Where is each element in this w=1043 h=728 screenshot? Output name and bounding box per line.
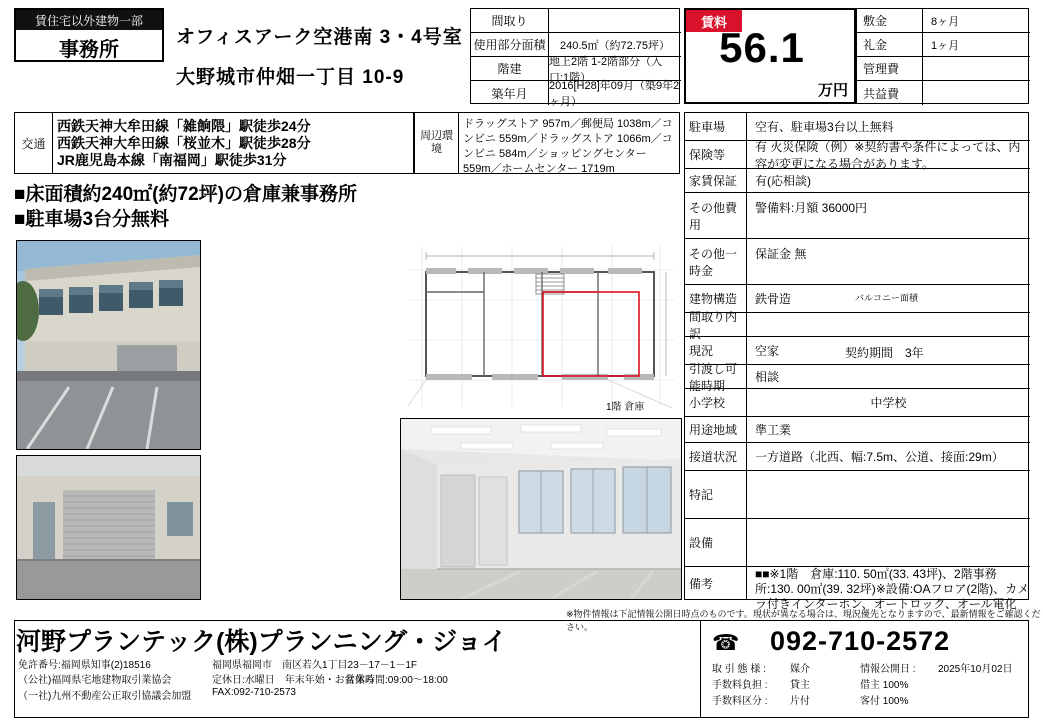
- spec-value: 地上2階 1-2階部分（入口:1階）: [549, 55, 663, 84]
- disclaimer-note: ※物件情報は下記情報公開日時点のものです。現状が異なる場合は、現況優先となりますので、最新情報をご確認ください。: [566, 609, 1041, 632]
- property-title: オフィスアーク空港南 3・4号室: [176, 27, 463, 48]
- highlight-bullets: [14, 182, 464, 232]
- detail-value: 一方道路（北西、幅:7.5m、公道、接面:29m）: [755, 450, 1004, 464]
- highlight-bullet: ■駐車場3台分無料: [14, 209, 170, 230]
- detail-key: 小学校: [685, 389, 747, 416]
- detail-value: 鉄骨造: [755, 292, 792, 306]
- tenant-share: 客付 100%: [860, 696, 909, 707]
- detail-table: [684, 112, 1030, 611]
- fee-payer-value: 貸主: [790, 680, 810, 691]
- photo-exterior-front: [16, 240, 201, 450]
- detail-row: [685, 169, 1030, 193]
- deal-type-key: 取 引 態 様 :: [712, 664, 766, 675]
- spec-value: 240.5㎡（約72.75坪）: [559, 39, 671, 52]
- surroundings-block: [414, 112, 680, 174]
- detail-row: [685, 389, 1030, 417]
- property-type-name: 事務所: [59, 38, 119, 61]
- fee-row: [857, 33, 1030, 57]
- company-hours: 営業時間:09:00～18:00: [345, 675, 448, 686]
- detail-row: [685, 361, 1030, 393]
- company-name: 河野プランテック(株)プランニング・ジョイ: [16, 628, 507, 656]
- landlord-share: 借主 100%: [860, 680, 909, 691]
- detail-value: 有 火災保険（例）※契約書や条件によっては、内容が変更になる場合があります。: [755, 139, 1021, 171]
- detail-key: その他一時金: [685, 239, 747, 284]
- fee-row: [857, 57, 1030, 81]
- spec-value: 2016[H28]年09月（築9年2ヶ月）: [549, 80, 680, 108]
- association-1: （公社)福岡県宅地建物取引業協会: [18, 675, 172, 686]
- photo-interior-office: [400, 418, 682, 600]
- spec-row: [471, 80, 681, 108]
- detail-row: [685, 443, 1030, 471]
- detail-key: 引渡し可能時期: [685, 365, 747, 388]
- access-lines: [57, 118, 311, 169]
- photo-garage-shutter-image: [17, 456, 200, 599]
- contract-period: 契約期間 3年: [845, 346, 924, 360]
- rent-price-block: [684, 8, 856, 104]
- fee-split-value: 片付: [790, 696, 810, 707]
- publish-date-key: 情報公開日 :: [860, 664, 916, 675]
- fee-value: [923, 57, 1030, 80]
- detail-value: 警備料:月額 36000円: [755, 201, 868, 215]
- spec-table: [470, 8, 680, 108]
- detail-value: 準工業: [755, 423, 792, 437]
- highlight-bullet: ■床面積約240㎡(約72坪)の倉庫兼事務所: [14, 184, 357, 205]
- detail-key: 備考: [685, 567, 747, 600]
- detail-key: 家賃保証: [685, 169, 747, 192]
- property-type-category: 賃住宅以外建物一部: [16, 10, 162, 30]
- fee-row: [857, 81, 1030, 105]
- spec-key: 間取り: [471, 9, 549, 32]
- detail-key: 保険等: [685, 141, 747, 168]
- photo-interior-office-image: [401, 419, 681, 599]
- deal-type-value: 媒介: [790, 664, 810, 675]
- phone-icon: ☎: [712, 630, 740, 655]
- access-line: 西鉄天神大牟田線「桜並木」駅徒歩28分: [57, 135, 311, 151]
- rent-amount: 56.1: [719, 24, 805, 71]
- surroundings-label: 周辺環境: [415, 113, 459, 173]
- fee-key: 共益費: [857, 81, 923, 105]
- access-label: 交通: [15, 113, 53, 173]
- detail-value: [747, 519, 1030, 566]
- detail-key: 設備: [685, 519, 747, 566]
- floor-plan-drawing: [402, 240, 680, 412]
- rent-unit: 万円: [817, 82, 848, 99]
- detail-key: 建物構造: [685, 285, 747, 312]
- spec-key: 築年月: [471, 81, 549, 105]
- license-number: 免許番号:福岡県知事(2)18516: [18, 660, 151, 671]
- detail-value: 中学校: [870, 396, 907, 410]
- spec-key: 使用部分面積: [471, 33, 549, 56]
- detail-value: 有(応相談): [755, 174, 811, 188]
- association-2: （一社)九州不動産公正取引協議会加盟: [18, 691, 192, 702]
- fee-split-key: 手数料区分 :: [712, 696, 768, 707]
- detail-key: 駐車場: [685, 113, 747, 140]
- access-line: 西鉄天神大牟田線「雑餉隈」駅徒歩24分: [57, 118, 311, 134]
- detail-row: [685, 309, 1030, 341]
- fee-value: [923, 81, 1030, 105]
- fee-key: 管理費: [857, 57, 923, 80]
- floor-plan: [402, 240, 680, 412]
- fee-value: 1ヶ月: [931, 39, 960, 52]
- detail-row: [685, 141, 1030, 169]
- rent-label: 賃料: [686, 10, 742, 32]
- detail-value: 相談: [755, 370, 780, 384]
- publish-date-value: 2025年10月02日: [938, 664, 1013, 675]
- fee-value: 8ヶ月: [931, 15, 960, 28]
- detail-key: 用途地域: [685, 417, 747, 442]
- floor-plan-label: 1階 倉庫: [606, 402, 645, 413]
- spec-value: [549, 9, 681, 32]
- company-phone: 092-710-2572: [770, 626, 951, 656]
- company-holiday: 定休日:水曜日 年末年始・お盆休み: [212, 675, 375, 686]
- detail-key: 間取り内訳: [685, 313, 747, 336]
- detail-value: [747, 313, 1030, 336]
- detail-value: [747, 471, 1030, 518]
- detail-key: 現況: [685, 337, 747, 364]
- detail-key: その他費用: [685, 193, 747, 238]
- detail-value: ■■※1階 倉庫:110. 50㎡(33. 43坪)、2階事務所:130. 00㎡(39. 32坪)※設備:OAフロア(2階)、カメラ付きインターホン、オートロック、オール電化: [755, 567, 1030, 611]
- access-line: JR鹿児島本線「南福岡」駅徒歩31分: [57, 152, 287, 168]
- detail-value: 空有、駐車場3台以上無料: [755, 120, 894, 134]
- detail-key: 接道状況: [685, 443, 747, 470]
- balcony-area-label: バルコニー面積: [855, 293, 919, 303]
- detail-row: [685, 471, 1030, 519]
- company-address: 福岡県福岡市 南区若久1丁目23－17－1－1F: [212, 660, 418, 671]
- spec-key: 階建: [471, 57, 549, 80]
- fee-payer-key: 手数料負担 :: [712, 680, 768, 691]
- photo-exterior-front-image: [17, 241, 200, 449]
- fees-table: [856, 8, 1029, 104]
- fee-key: 礼金: [857, 33, 923, 56]
- surroundings-text: ドラッグストア 957m／郵便局 1038m／コンビニ 559m／ドラッグストア 1066m／コンビニ 584m／ショッピングセンター 559m／ホームセンター 1719m: [463, 118, 673, 175]
- photo-garage-shutter: [16, 455, 201, 600]
- access-block: [14, 112, 414, 174]
- detail-row: [685, 519, 1030, 567]
- company-fax: FAX:092-710-2573: [212, 687, 296, 698]
- fee-row: [857, 9, 1030, 33]
- property-address: 大野城市仲畑一丁目 10-9: [176, 67, 405, 88]
- property-type-badge: [14, 8, 164, 62]
- detail-key: 特記: [685, 471, 747, 518]
- fee-key: 敷金: [857, 9, 923, 32]
- detail-value: 保証金 無: [755, 247, 807, 261]
- detail-row: [685, 193, 1030, 239]
- spec-row: [471, 9, 681, 33]
- detail-row: [685, 239, 1030, 285]
- detail-row: [685, 417, 1030, 443]
- detail-value: 空家: [755, 344, 780, 358]
- detail-row: [685, 567, 1030, 611]
